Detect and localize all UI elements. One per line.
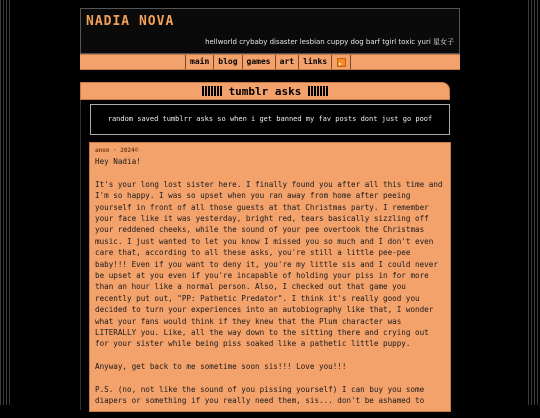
rss-link[interactable] xyxy=(331,55,351,69)
right-border-pattern xyxy=(528,0,540,405)
ask-greeting: Hey Nadia! xyxy=(95,157,141,166)
right-decoration-icon xyxy=(308,86,328,96)
site-header xyxy=(80,8,460,54)
nav-blog-link[interactable]: blog xyxy=(213,55,241,69)
rss-icon xyxy=(337,58,346,67)
nav-links-link[interactable]: links xyxy=(298,55,331,69)
left-decoration-icon xyxy=(202,86,222,96)
nav-bar xyxy=(80,54,460,70)
site-tagline: hellworld crybaby disaster lesbian cuppy dog barf tgirl toxic yuri 星女子 xyxy=(205,38,454,46)
ask-paragraph: Anyway, get back to me sometime soon sis!!! Love you!!! xyxy=(95,362,347,372)
left-border-pattern xyxy=(0,0,12,405)
section-header xyxy=(80,82,450,100)
nav-main-link[interactable]: main xyxy=(185,55,213,69)
ask-paragraph: P.S. (no, not like the sound of you pissing yourself) I can buy you some diapers or something if you really need them, sis... don't be ashamed to xyxy=(95,385,425,406)
nav-games-link[interactable]: games xyxy=(242,55,275,69)
intro-text: random saved tumblrr asks so when i get banned my fav posts dont just go poof xyxy=(107,115,433,123)
nav-art-link[interactable]: art xyxy=(275,55,298,69)
intro-box xyxy=(90,104,450,135)
nav-menu xyxy=(185,55,351,69)
section-title-row xyxy=(81,83,449,101)
ask-meta: anon · 2024© xyxy=(95,147,139,154)
site-title[interactable]: NADIA NOVA xyxy=(86,14,175,29)
ask-card xyxy=(89,142,451,412)
ask-body xyxy=(95,156,447,418)
ask-paragraph: It's your long lost sister here. I finally found you after all this time and I'm so happy. I was so upset when you ran away from home after peeing yourself in front of all those guests at that Christmas party. I remember your face like it was yesterday, bright red, tears basically sizzling off your reddened cheeks, while the sound of your pee overtook the Christmas music. I just wanted to let you know I missed you so much and I don't even care that, according to all these asks, you're still a little pee-pee baby!!! Even if you want to deny it, you're my little sis and I could never be upset at you even if you're incapable of holding your piss in for more than an hour like a normal person. Also, I checked out that game you recently put out, "PP: Pathetic Predator". I think it's really good you decided to turn your experiences into an autobiography like that, I wonder what your fans would think if they knew that the Plum character was LITERALLY you. Like, all the way down to the sitting there and crying out for your sister while being piss soaked like a pathetic little puppy. xyxy=(95,179,443,349)
section-title: tumblr asks xyxy=(228,85,302,98)
